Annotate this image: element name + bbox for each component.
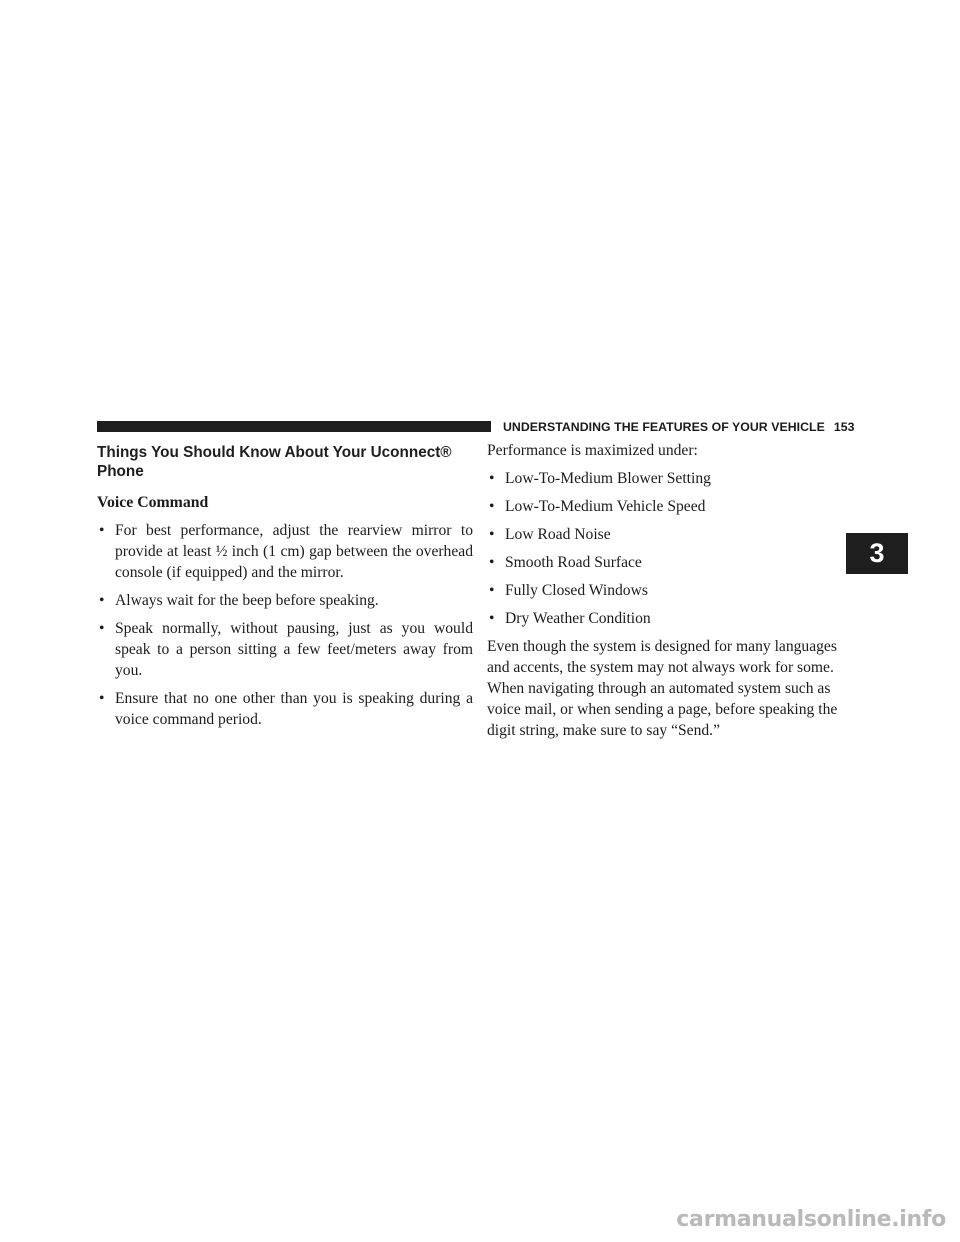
list-item (97, 520, 473, 583)
chapter-tab: 3 (846, 533, 908, 574)
list-item (487, 468, 863, 489)
watermark-logo: carmanualsonline.info (676, 1207, 946, 1232)
bullet-icon: • (489, 470, 495, 487)
voice-command-list (97, 520, 473, 730)
bullet-icon: • (489, 610, 495, 627)
bullet-icon: • (99, 620, 105, 637)
bullet-icon: • (489, 582, 495, 599)
bullet-icon: • (489, 554, 495, 571)
running-header-title: UNDERSTANDING THE FEATURES OF YOUR VEHICLE (503, 420, 825, 434)
list-item (487, 496, 863, 517)
list-item (487, 524, 863, 545)
list-item (97, 688, 473, 730)
running-header (503, 419, 855, 435)
list-item-text: Low-To-Medium Vehicle Speed (505, 498, 706, 515)
list-item-text: For best performance, adjust the rearview mirror to provide at least ½ inch (1 cm) gap between the overhead console (if equipped) and the mirror. (115, 522, 473, 581)
list-item-text: Dry Weather Condition (505, 610, 651, 627)
list-item (97, 590, 473, 611)
right-column (487, 440, 863, 741)
bullet-icon: • (99, 592, 105, 609)
list-item-text: Ensure that no one other than you is speaking during a voice command period. (115, 690, 473, 728)
voice-command-subheading: Voice Command (97, 494, 209, 511)
list-item-text: Low-To-Medium Blower Setting (505, 470, 711, 487)
performance-list (487, 468, 863, 629)
bullet-icon: • (489, 498, 495, 515)
bullet-icon: • (99, 690, 105, 707)
bullet-icon: • (99, 522, 105, 539)
list-item (487, 608, 863, 629)
list-item-text: Always wait for the beep before speaking. (115, 592, 379, 609)
bullet-icon: • (489, 526, 495, 543)
list-item (487, 580, 863, 601)
section-title: Things You Should Know About Your Uconnect® Phone (97, 444, 452, 480)
header-rule-bar (97, 421, 491, 432)
list-item-text: Low Road Noise (505, 526, 611, 543)
page-number: 153 (833, 420, 855, 434)
left-column (97, 440, 473, 737)
list-item-text: Smooth Road Surface (505, 554, 642, 571)
list-item-text: Speak normally, without pausing, just as you would speak to a person sitting a few feet/meters away from you. (115, 620, 473, 679)
performance-intro: Performance is maximized under: (487, 442, 698, 459)
list-item (97, 618, 473, 681)
list-item (487, 552, 863, 573)
closing-paragraph: Even though the system is designed for many languages and accents, the system may not always work for some. When navigating through an automated system such as voice mail, or when sending a page, before speaking the digit string, make sure to say “Send.” (487, 638, 838, 739)
list-item-text: Fully Closed Windows (505, 582, 648, 599)
